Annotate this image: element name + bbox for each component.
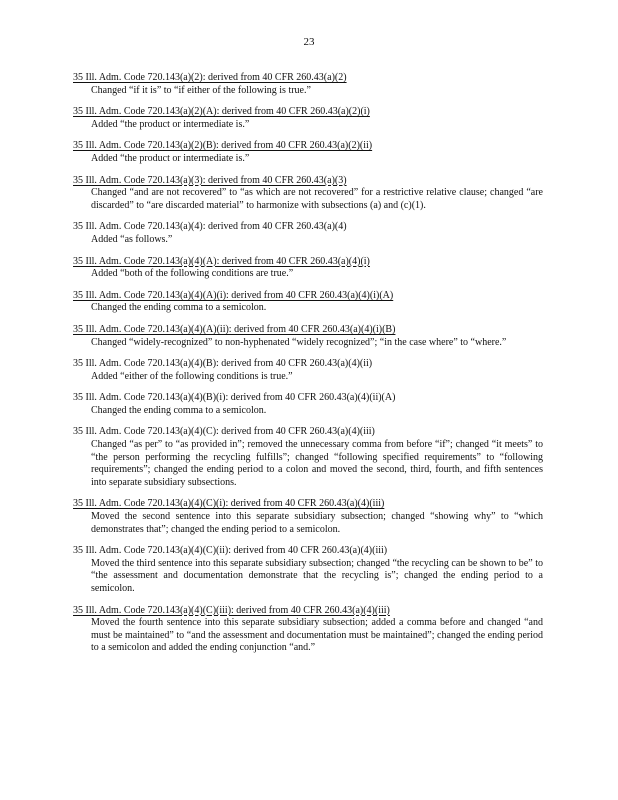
entry-citation: 35 Ill. Adm. Code 720.143(a)(4)(B)(i): derived from 40 CFR 260.43(a)(4)(ii)(A) bbox=[73, 392, 396, 404]
entry-citation: 35 Ill. Adm. Code 720.143(a)(4): derived from 40 CFR 260.43(a)(4) bbox=[73, 221, 347, 233]
entry-citation: 35 Ill. Adm. Code 720.143(a)(4)(B): derived from 40 CFR 260.43(a)(4)(ii) bbox=[73, 358, 373, 370]
entry-note: Moved the second sentence into this separate subsidiary subsection; changed “showing why” to “which demonstrates that”; changed the ending period to a semicolon. bbox=[91, 511, 543, 535]
entry-citation: 35 Ill. Adm. Code 720.143(a)(2)(B): derived from 40 CFR 260.43(a)(2)(ii) bbox=[73, 140, 373, 152]
entry-note: Added “as follows.” bbox=[91, 233, 173, 245]
entry-note: Changed the ending comma to a semicolon. bbox=[91, 302, 267, 314]
entry-citation: 35 Ill. Adm. Code 720.143(a)(2): derived from 40 CFR 260.43(a)(2) bbox=[73, 72, 347, 83]
entry bbox=[73, 545, 543, 595]
entry-note: Changed “widely-recognized” to non-hyphenated “widely recognized”; “in the case where” to “where.” bbox=[91, 336, 507, 348]
entry-note: Moved the fourth sentence into this separate subsidiary subsection; added a comma before and changed “and must be maintained” to “and the assessment and documentation must be maintained”; changed the ending period to a semicolon and added the ending conjunction “and.” bbox=[91, 617, 543, 654]
entry-citation: 35 Ill. Adm. Code 720.143(a)(4)(C)(iii): derived from 40 CFR 260.43(a)(4)(iii) bbox=[73, 604, 390, 616]
entry-citation: 35 Ill. Adm. Code 720.143(a)(4)(C): derived from 40 CFR 260.43(a)(4)(iii) bbox=[73, 426, 375, 438]
entry-note: Moved the third sentence into this separate subsidiary subsection; changed “the recycling can be shown to be” to “the assessment and documentation demonstrate that the recycling is”; changed the ending period to a semicolon. bbox=[91, 557, 543, 594]
entry-citation: 35 Ill. Adm. Code 720.143(a)(2)(A): derived from 40 CFR 260.43(a)(2)(i) bbox=[73, 106, 370, 118]
entry-citation: 35 Ill. Adm. Code 720.143(a)(4)(C)(i): derived from 40 CFR 260.43(a)(4)(iii) bbox=[73, 498, 385, 510]
entry-note: Changed “and are not recovered” to “as which are not recovered” for a restrictive relative clause; changed “are discarded” to “are discarded material” to harmonize with subsections (a) and (c)(1). bbox=[91, 187, 543, 211]
entry-note: Changed the ending comma to a semicolon. bbox=[91, 404, 267, 416]
entry bbox=[73, 498, 543, 536]
entry bbox=[73, 426, 543, 489]
entries-list bbox=[73, 72, 543, 664]
entry bbox=[73, 290, 543, 315]
entry-note: Added “the product or intermediate is.” bbox=[91, 118, 250, 130]
entry bbox=[73, 324, 543, 349]
entry bbox=[73, 175, 543, 213]
entry-note: Changed “if it is” to “if either of the following is true.” bbox=[91, 84, 311, 96]
entry-note: Changed “as per” to “as provided in”; removed the unnecessary comma from before “if”; changed “it meets” to “the person performing the recycling fulfills”; changed “following specified requirements” to “following requirements”; changed the ending period to a colon and moved the second, third, fourth, and fifth sentences into separate subsidiary subsections. bbox=[91, 439, 543, 488]
entry bbox=[73, 72, 543, 97]
entry-citation: 35 Ill. Adm. Code 720.143(a)(4)(C)(ii): derived from 40 CFR 260.43(a)(4)(iii) bbox=[73, 545, 388, 557]
entry bbox=[73, 392, 543, 417]
entry bbox=[73, 221, 543, 246]
entry-note: Added “both of the following conditions are true.” bbox=[91, 268, 294, 280]
entry-citation: 35 Ill. Adm. Code 720.143(a)(3): derived from 40 CFR 260.43(a)(3) bbox=[73, 174, 347, 186]
entry-note: Added “either of the following conditions is true.” bbox=[91, 370, 293, 382]
entry bbox=[73, 358, 543, 383]
entry bbox=[73, 256, 543, 281]
entry bbox=[73, 140, 543, 165]
entry-note: Added “the product or intermediate is.” bbox=[91, 152, 250, 164]
entry-citation: 35 Ill. Adm. Code 720.143(a)(4)(A)(ii): derived from 40 CFR 260.43(a)(4)(i)(B) bbox=[73, 323, 396, 335]
entry bbox=[73, 106, 543, 131]
entry-citation: 35 Ill. Adm. Code 720.143(a)(4)(A): derived from 40 CFR 260.43(a)(4)(i) bbox=[73, 255, 370, 267]
entry bbox=[73, 605, 543, 655]
page-number: 23 bbox=[303, 36, 315, 48]
entry-citation: 35 Ill. Adm. Code 720.143(a)(4)(A)(i): derived from 40 CFR 260.43(a)(4)(i)(A) bbox=[73, 289, 394, 301]
